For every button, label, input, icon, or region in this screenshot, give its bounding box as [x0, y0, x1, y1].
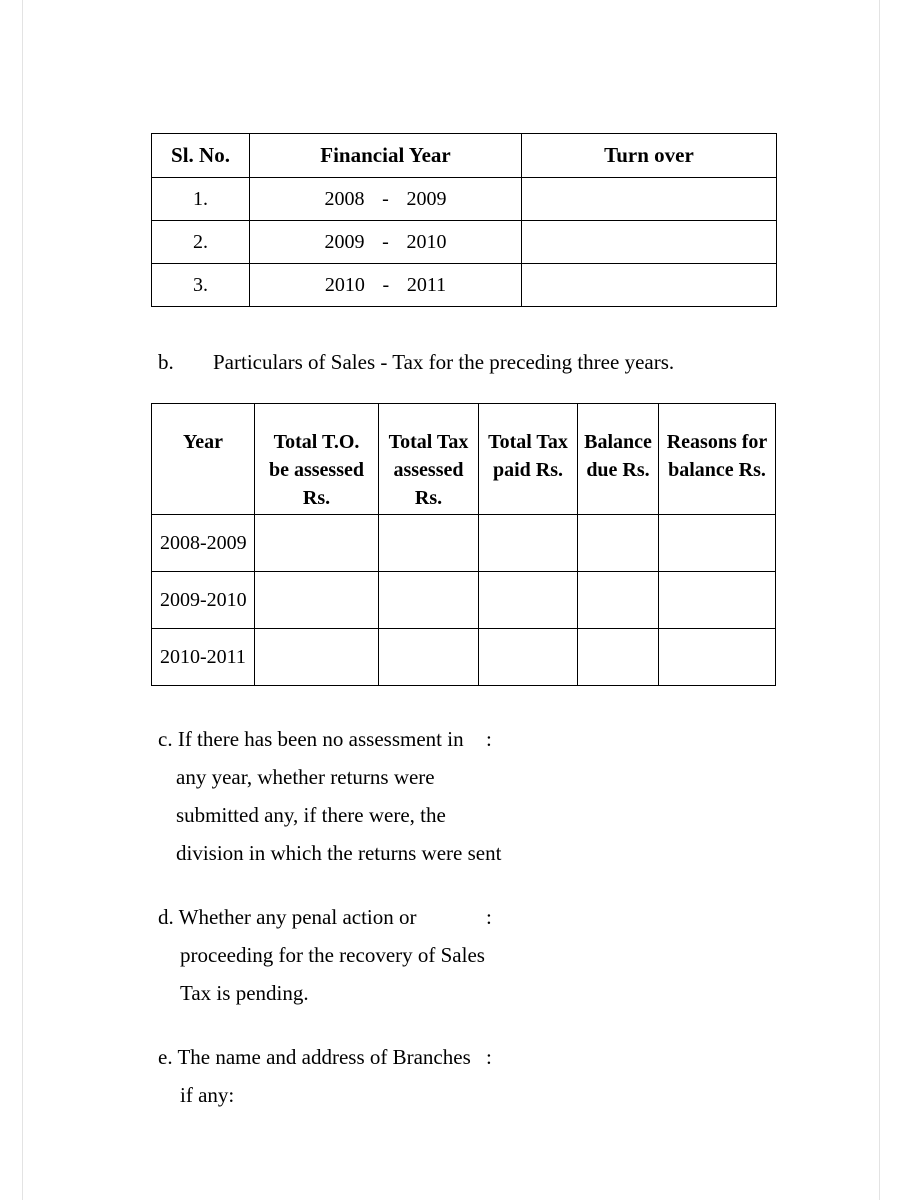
reasons-cell[interactable]	[659, 629, 776, 686]
header-turn-over: Turn over	[522, 134, 777, 178]
reasons-cell[interactable]	[659, 515, 776, 572]
total-to-cell[interactable]	[255, 572, 379, 629]
year-cell: 2010-2011	[152, 629, 255, 686]
question-d-line: Tax is pending.	[180, 981, 309, 1005]
question-d-line: proceeding for the recovery of Sales	[180, 943, 485, 967]
table-row	[152, 515, 776, 572]
turnover-table	[151, 133, 777, 307]
total-tax-assessed-cell[interactable]	[379, 572, 479, 629]
turnover-cell[interactable]	[522, 178, 777, 221]
table-row	[152, 178, 777, 221]
question-c-line: submitted any, if there were, the	[176, 803, 446, 827]
turnover-cell[interactable]	[522, 221, 777, 264]
table-row	[152, 572, 776, 629]
total-tax-assessed-cell[interactable]	[379, 515, 479, 572]
year-separator: -	[382, 273, 390, 296]
sl-no-cell: 2.	[152, 221, 250, 264]
total-tax-paid-cell[interactable]	[479, 515, 578, 572]
header-total-tax-assessed: Total Tax assessed Rs.	[379, 404, 479, 515]
header-year: Year	[152, 404, 255, 515]
sales-tax-table-header	[152, 404, 776, 515]
header-financial-year: Financial Year	[250, 134, 522, 178]
turnover-cell[interactable]	[522, 264, 777, 307]
question-e-colon: :	[486, 1045, 492, 1069]
question-c-line: any year, whether returns were	[176, 765, 435, 789]
year-from: 2010	[324, 273, 365, 296]
balance-due-cell[interactable]	[578, 572, 659, 629]
year-to: 2011	[406, 273, 447, 296]
balance-due-cell[interactable]	[578, 629, 659, 686]
question-e-line: e. The name and address of Branches	[158, 1045, 471, 1069]
turnover-table-header	[152, 134, 777, 178]
total-tax-assessed-cell[interactable]	[379, 629, 479, 686]
table-row	[152, 264, 777, 307]
question-c	[158, 720, 501, 872]
header-sl-no: Sl. No.	[152, 134, 250, 178]
year-separator: -	[382, 230, 389, 253]
question-c-line: division in which the returns were sent	[176, 841, 502, 865]
header-total-to: Total T.O. be assessed Rs.	[255, 404, 379, 515]
balance-due-cell[interactable]	[578, 515, 659, 572]
year-to: 2009	[406, 187, 447, 210]
section-b-letter: b.	[158, 350, 174, 374]
section-b-title: Particulars of Sales - Tax for the preceding three years.	[213, 350, 675, 374]
year-to: 2010	[406, 230, 447, 253]
question-d	[158, 898, 485, 1012]
header-reasons-for-balance: Reasons for balance Rs.	[659, 404, 776, 515]
year-cell: 2009-2010	[152, 572, 255, 629]
header-balance-due: Balance due Rs.	[578, 404, 659, 515]
question-c-line: c. If there has been no assessment in	[158, 727, 464, 751]
reasons-cell[interactable]	[659, 572, 776, 629]
total-to-cell[interactable]	[255, 629, 379, 686]
question-c-colon: :	[486, 727, 492, 751]
sl-no-cell: 3.	[152, 264, 250, 307]
table-row	[152, 221, 777, 264]
table-row	[152, 629, 776, 686]
year-from: 2009	[324, 230, 365, 253]
question-d-colon: :	[486, 905, 492, 929]
question-d-line: d. Whether any penal action or	[158, 905, 417, 929]
financial-year-cell	[250, 178, 522, 221]
question-e-line: if any:	[180, 1083, 235, 1107]
section-b-heading	[158, 350, 674, 375]
year-separator: -	[382, 187, 389, 210]
financial-year-cell	[250, 221, 522, 264]
financial-year-cell	[250, 264, 522, 307]
year-cell: 2008-2009	[152, 515, 255, 572]
question-e	[158, 1038, 471, 1114]
header-total-tax-paid: Total Tax paid Rs.	[479, 404, 578, 515]
total-tax-paid-cell[interactable]	[479, 572, 578, 629]
total-tax-paid-cell[interactable]	[479, 629, 578, 686]
total-to-cell[interactable]	[255, 515, 379, 572]
sales-tax-table	[151, 403, 776, 686]
year-from: 2008	[324, 187, 365, 210]
sl-no-cell: 1.	[152, 178, 250, 221]
